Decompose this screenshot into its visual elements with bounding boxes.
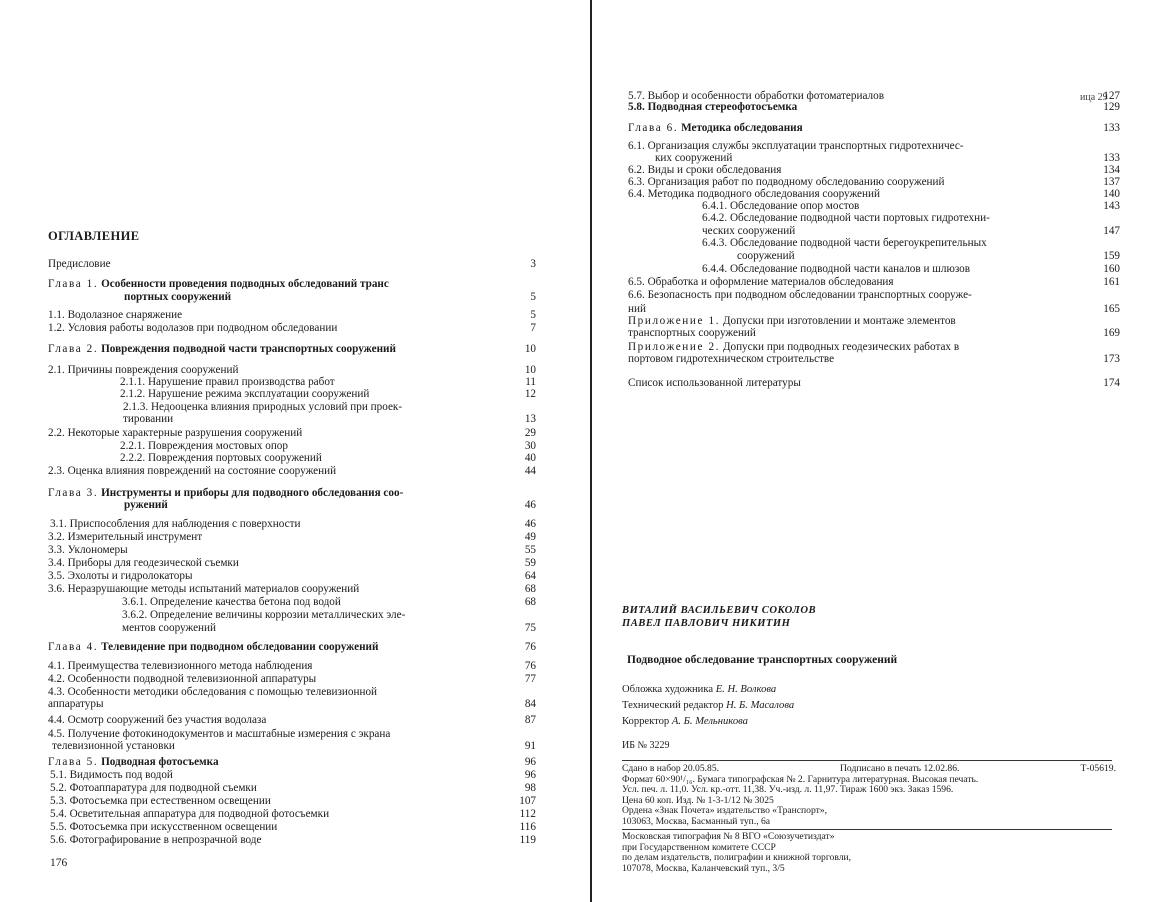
entry-title: 6.6. Безопасность при подводном обследовании транспортных сооруже- xyxy=(628,289,972,301)
entry-title: 5.7. Выбор и особенности обработки фотоматериалов xyxy=(628,90,884,102)
entry-title: 6.4.1. Обследование опор мостов xyxy=(702,200,860,212)
entry-title: 6.4. Методика подводного обследования сооружений xyxy=(628,188,880,200)
page-ref: 77 xyxy=(524,673,536,685)
page-ref: 68 xyxy=(524,596,536,608)
entry-title: аппаратуры xyxy=(48,698,104,710)
page-ref: 40 xyxy=(524,452,536,464)
page-ref: 98 xyxy=(524,782,536,794)
toc-entry-text xyxy=(628,289,972,301)
toc-entry-text xyxy=(48,756,219,768)
page-number: 176 xyxy=(50,857,68,869)
page-ref: 64 xyxy=(524,570,536,582)
entry-title: 6.4.2. Обследование подводной части портовых гидротехни- xyxy=(702,212,990,224)
book-spine xyxy=(590,0,592,902)
entry-title: 3.6. Неразрушающие методы испытаний материалов сооружений xyxy=(48,583,360,595)
toc-entry-text xyxy=(702,212,990,224)
imprint-line: Ордена «Знак Почета» издательство «Транспорт», xyxy=(622,805,828,816)
toc-entry-text xyxy=(124,499,168,511)
toc-entry-text xyxy=(628,353,834,365)
page-ref: 49 xyxy=(524,531,536,543)
toc-entry-text xyxy=(628,377,801,389)
entry-title: 6.4.3. Обследование подводной части берегоукрепительных xyxy=(702,237,987,249)
book-title: Подводное обследование транспортных сооружений xyxy=(627,654,898,666)
entry-title: 2.2. Некоторые характерные разрушения сооружений xyxy=(48,427,303,439)
toc-entry-text xyxy=(50,782,257,794)
toc-entry-text xyxy=(702,200,859,212)
toc-entry-text xyxy=(628,164,781,176)
page-ref: 12 xyxy=(524,388,536,400)
toc-entry-text xyxy=(48,364,238,376)
chapter-title: Допуски при подводных геодезических работах в xyxy=(722,341,960,353)
toc-entry-text xyxy=(48,278,389,290)
toc-entry-text xyxy=(50,769,173,781)
entry-title: тировании xyxy=(123,413,174,425)
entry-title: ментов сооружений xyxy=(122,622,217,634)
credit-tech-editor: Технический редактор Н. Б. Масалова xyxy=(622,700,795,711)
printer-line: Московская типография № 8 ВГО «Союзучетиздат» xyxy=(622,831,835,842)
chapter-label: Глава 1. xyxy=(48,278,99,290)
toc-entry-text xyxy=(48,544,128,556)
toc-entry-text xyxy=(48,531,202,543)
toc-entry-text xyxy=(628,327,756,339)
toc-entry-text xyxy=(702,225,795,237)
entry-title: ких сооружений xyxy=(655,152,733,164)
entry-title: 2.1.3. Недооценка влияния природных условий при проек- xyxy=(123,401,403,413)
entry-title: 4.2. Особенности подводной телевизионной аппаратуры xyxy=(48,673,317,685)
toc-entry-text xyxy=(628,188,880,200)
chapter-label: Приложение 1. xyxy=(628,315,721,327)
toc-entry-text xyxy=(123,401,402,413)
entry-title: 5.6. Фотографирование в непрозрачной воде xyxy=(50,834,262,846)
toc-entry-text xyxy=(48,557,239,569)
entry-title: 5.3. Фотосъемка при естественном освещении xyxy=(50,795,271,807)
entry-title: портных сооружений xyxy=(124,291,232,303)
page-ref: 46 xyxy=(524,518,536,530)
entry-title: 6.5. Обработка и оформление материалов обследования xyxy=(628,276,894,288)
toc-entry-text xyxy=(628,315,956,327)
imprint-line: Формат 60×90¹/₁₆. Бумага типографская № 2. Гарнитура литературная. Высокая печать. xyxy=(622,773,979,785)
page-ref: 137 xyxy=(1103,176,1120,188)
entry-title: 2.1.1. Нарушение правил производства работ xyxy=(120,376,335,388)
entry-title: ческих сооружений xyxy=(702,225,796,237)
entry-title: 5.8. Подводная стереофотосъемка xyxy=(628,101,798,113)
entry-title: 3.2. Измерительный инструмент xyxy=(48,531,203,543)
toc-entry-text xyxy=(48,427,302,439)
toc-entry-text xyxy=(737,250,795,262)
toc-entry-text xyxy=(48,641,378,653)
chapter-title: Инструменты и приборы для подводного обследования соо- xyxy=(101,487,404,499)
toc-entry-text xyxy=(120,376,335,388)
entry-title: 5.1. Видимость под водой xyxy=(50,769,173,781)
chapter-title: Повреждения подводной части транспортных сооружений xyxy=(101,343,396,355)
page-ref: 84 xyxy=(524,698,536,710)
page-ref: 174 xyxy=(1103,377,1120,389)
chapter-label: Приложение 2. xyxy=(628,341,721,353)
author-name: ВИТАЛИЙ ВАСИЛЬЕВИЧ СОКОЛОВ xyxy=(622,605,817,616)
toc-entry-text xyxy=(48,673,316,685)
page-ref: 10 xyxy=(524,343,536,355)
entry-title: 3.1. Приспособления для наблюдения с поверхности xyxy=(50,518,301,530)
page-ref: 5 xyxy=(530,291,536,303)
toc-entry-text xyxy=(123,413,173,425)
page-ref: 169 xyxy=(1103,327,1120,339)
toc-entry-text xyxy=(628,101,797,113)
toc-entry-text xyxy=(122,609,405,621)
chapter-label: Глава 2. xyxy=(48,343,99,355)
entry-title: 3.4. Приборы для геодезической съемки xyxy=(48,557,239,569)
authors xyxy=(622,604,816,630)
chapter-title: Методика обследования xyxy=(681,122,803,134)
entry-title: 2.2.2. Повреждения портовых сооружений xyxy=(120,452,322,464)
entry-title: 2.1. Причины повреждения сооружений xyxy=(48,364,239,376)
chapter-label: Глава 3. xyxy=(48,487,99,499)
toc-entry-text xyxy=(50,808,329,820)
printer-line: 107078, Москва, Каланчевский туп., 3/5 xyxy=(622,862,785,874)
author-name: ПАВЕЛ ПАВЛОВИЧ НИКИТИН xyxy=(622,618,791,629)
page-ref: 133 xyxy=(1103,152,1120,164)
page-ref: 30 xyxy=(524,440,536,452)
imprint-line: Сдано в набор 20.05.85. Подписано в печать 12.02.86. Т-05619. xyxy=(622,763,1116,774)
toc-heading: ОГЛАВЛЕНИЕ xyxy=(48,229,140,243)
credit-cover-artist: Обложка художника Е. Н. Волкова xyxy=(622,684,777,695)
toc-entry-text xyxy=(48,583,359,595)
entry-title: ний xyxy=(628,303,646,315)
page-ref: 127 xyxy=(1103,90,1120,102)
printer-line: при Государственном комитете СССР xyxy=(622,841,776,853)
page-ref: 55 xyxy=(524,544,536,556)
page-ref: 165 xyxy=(1103,303,1120,315)
entry-title: 4.5. Получение фотокинодокументов и масштабные измерения с экрана xyxy=(48,728,391,740)
toc-entry-text xyxy=(50,518,300,530)
toc-entry-text xyxy=(48,714,266,726)
toc-entry-text xyxy=(48,728,390,740)
toc-entry-text xyxy=(48,686,377,698)
entry-title: 6.1. Организация службы эксплуатации транспортных гидротехничес- xyxy=(628,140,964,152)
entry-title: 3.5. Эхолоты и гидролокаторы xyxy=(48,570,193,582)
ib-number: ИБ № 3229 xyxy=(622,740,670,751)
toc-entry-text xyxy=(120,440,288,452)
toc-entry-text xyxy=(124,291,231,303)
chapter-label: Глава 6. xyxy=(628,122,679,134)
page-ref: 76 xyxy=(524,660,536,672)
page-ref: 76 xyxy=(524,641,536,653)
page-ref: 75 xyxy=(524,622,536,634)
credit-corrector: Корректор А. Б. Мельникова xyxy=(622,716,748,727)
page-ref: 13 xyxy=(524,413,536,425)
page-ref: 3 xyxy=(530,258,536,270)
entry-title: 2.3. Оценка влияния повреждений на состояние сооружений xyxy=(48,465,337,477)
entry-title: 4.4. Осмотр сооружений без участия водолаза xyxy=(48,714,267,726)
page-ref: 10 xyxy=(524,364,536,376)
divider xyxy=(622,760,1112,761)
toc-entry-text xyxy=(628,176,945,188)
page-ref: 129 xyxy=(1103,101,1120,113)
page-ref: 44 xyxy=(524,465,536,477)
entry-title: 5.5. Фотосъемка при искусственном освещении xyxy=(50,821,278,833)
entry-title: 6.3. Организация работ по подводному обследованию сооружений xyxy=(628,176,945,188)
entry-title: 3.6.2. Определение величины коррозии металлических эле- xyxy=(122,609,406,621)
printer-line: по делам издательств, полиграфии и книжной торговли, xyxy=(622,852,852,863)
entry-title: 2.1.2. Нарушение режима эксплуатации сооружений xyxy=(120,388,370,400)
corner-page-mark: ица 29 xyxy=(1080,92,1108,103)
toc-entry-text xyxy=(48,258,111,270)
toc-entry-text xyxy=(628,341,959,353)
entry-title: 3.3. Уклономеры xyxy=(48,544,128,556)
page-ref: 107 xyxy=(519,795,536,807)
entry-title: 5.4. Осветительная аппаратура для подводной фотосъемки xyxy=(50,808,330,820)
imprint-line: Цена 60 коп. Изд. № 1-3-1/12 № 3025 xyxy=(622,794,774,806)
entry-title: ружений xyxy=(124,499,168,511)
page-ref: 147 xyxy=(1103,225,1120,237)
chapter-title: Допуски при изготовлении и монтаже элементов xyxy=(722,315,956,327)
page-ref: 91 xyxy=(524,740,536,752)
toc-entry-text xyxy=(48,698,103,710)
toc-entry-text xyxy=(628,122,803,134)
toc-entry-text xyxy=(48,570,192,582)
entry-title: 3.6.1. Определение качества бетона под водой xyxy=(122,596,341,608)
toc-entry-text xyxy=(628,303,646,315)
entry-title: 1.1. Водолазное снаряжение xyxy=(48,309,183,321)
chapter-label: Глава 4. xyxy=(48,641,99,653)
entry-title: Список использованной литературы xyxy=(628,377,801,389)
page-ref: 5 xyxy=(530,309,536,321)
chapter-title: Телевидение при подводном обследовании сооружений xyxy=(101,641,379,653)
entry-title: транспортных сооружений xyxy=(628,327,756,339)
toc-entry-text xyxy=(628,140,964,152)
toc-entry-text xyxy=(120,452,322,464)
page-ref: 11 xyxy=(525,376,536,388)
page-ref: 143 xyxy=(1103,200,1120,212)
chapter-label: Глава 5. xyxy=(48,756,99,768)
entry-title: сооружений xyxy=(737,250,795,262)
entry-title: 4.1. Преимущества телевизионного метода наблюдения xyxy=(48,660,313,672)
page-ref: 46 xyxy=(524,499,536,511)
toc-entry-text xyxy=(48,487,403,499)
toc-entry-text xyxy=(655,152,732,164)
entry-title: 6.4.4. Обследование подводной части каналов и шлюзов xyxy=(702,263,971,275)
page-ref: 173 xyxy=(1103,353,1120,365)
chapter-title: Подводная фотосъемка xyxy=(101,756,219,768)
page-ref: 140 xyxy=(1103,188,1120,200)
printer-block xyxy=(622,832,851,874)
page-ref: 160 xyxy=(1103,263,1120,275)
page-ref: 96 xyxy=(524,769,536,781)
page-ref: 112 xyxy=(519,808,536,820)
entry-title: портовом гидротехническом строительстве xyxy=(628,353,835,365)
page-ref: 59 xyxy=(524,557,536,569)
entry-title: 4.3. Особенности методики обследования с помощью телевизионной xyxy=(48,686,378,698)
page-ref: 68 xyxy=(524,583,536,595)
entry-title: 5.2. Фотоаппаратура для подводной съемки xyxy=(50,782,257,794)
entry-title: телевизионной установки xyxy=(52,740,175,752)
entry-title: Предисловие xyxy=(48,258,111,270)
page-ref: 133 xyxy=(1103,122,1120,134)
imprint-line: 103063, Москва, Басманный туп., 6а xyxy=(622,815,771,827)
toc-entry-text xyxy=(48,343,396,355)
toc-entry-text xyxy=(50,834,261,846)
toc-entry-text xyxy=(48,322,337,334)
page-ref: 161 xyxy=(1103,276,1120,288)
toc-entry-text xyxy=(122,622,216,634)
page-ref: 134 xyxy=(1103,164,1120,176)
toc-entry-text xyxy=(48,309,182,321)
entry-title: 6.2. Виды и сроки обследования xyxy=(628,164,782,176)
page-ref: 119 xyxy=(519,834,536,846)
toc-entry-text xyxy=(702,263,970,275)
page-ref: 116 xyxy=(519,821,536,833)
toc-entry-text xyxy=(628,276,894,288)
entry-title: 2.2.1. Повреждения мостовых опор xyxy=(120,440,288,452)
imprint-block xyxy=(622,764,1116,827)
toc-entry-text xyxy=(50,821,277,833)
toc-entry-text xyxy=(48,465,336,477)
toc-entry-text xyxy=(702,237,987,249)
page-ref: 29 xyxy=(524,427,536,439)
divider xyxy=(622,829,1112,830)
toc-entry-text xyxy=(120,388,369,400)
page-ref: 7 xyxy=(530,322,536,334)
page-ref: 159 xyxy=(1103,250,1120,262)
imprint-line: Усл. печ. л. 11,0. Усл. кр.-отт. 11,38. Уч.-изд. л. 11,97. Тираж 1600 экз. Заказ 1596. xyxy=(622,784,954,795)
entry-title: 1.2. Условия работы водолазов при подводном обследовании xyxy=(48,322,338,334)
page-ref: 87 xyxy=(524,714,536,726)
toc-entry-text xyxy=(52,740,175,752)
page-ref: 96 xyxy=(524,756,536,768)
chapter-title: Особенности проведения подводных обследований транс xyxy=(101,278,389,290)
toc-entry-text xyxy=(122,596,341,608)
toc-entry-text xyxy=(48,660,312,672)
toc-entry-text xyxy=(50,795,271,807)
